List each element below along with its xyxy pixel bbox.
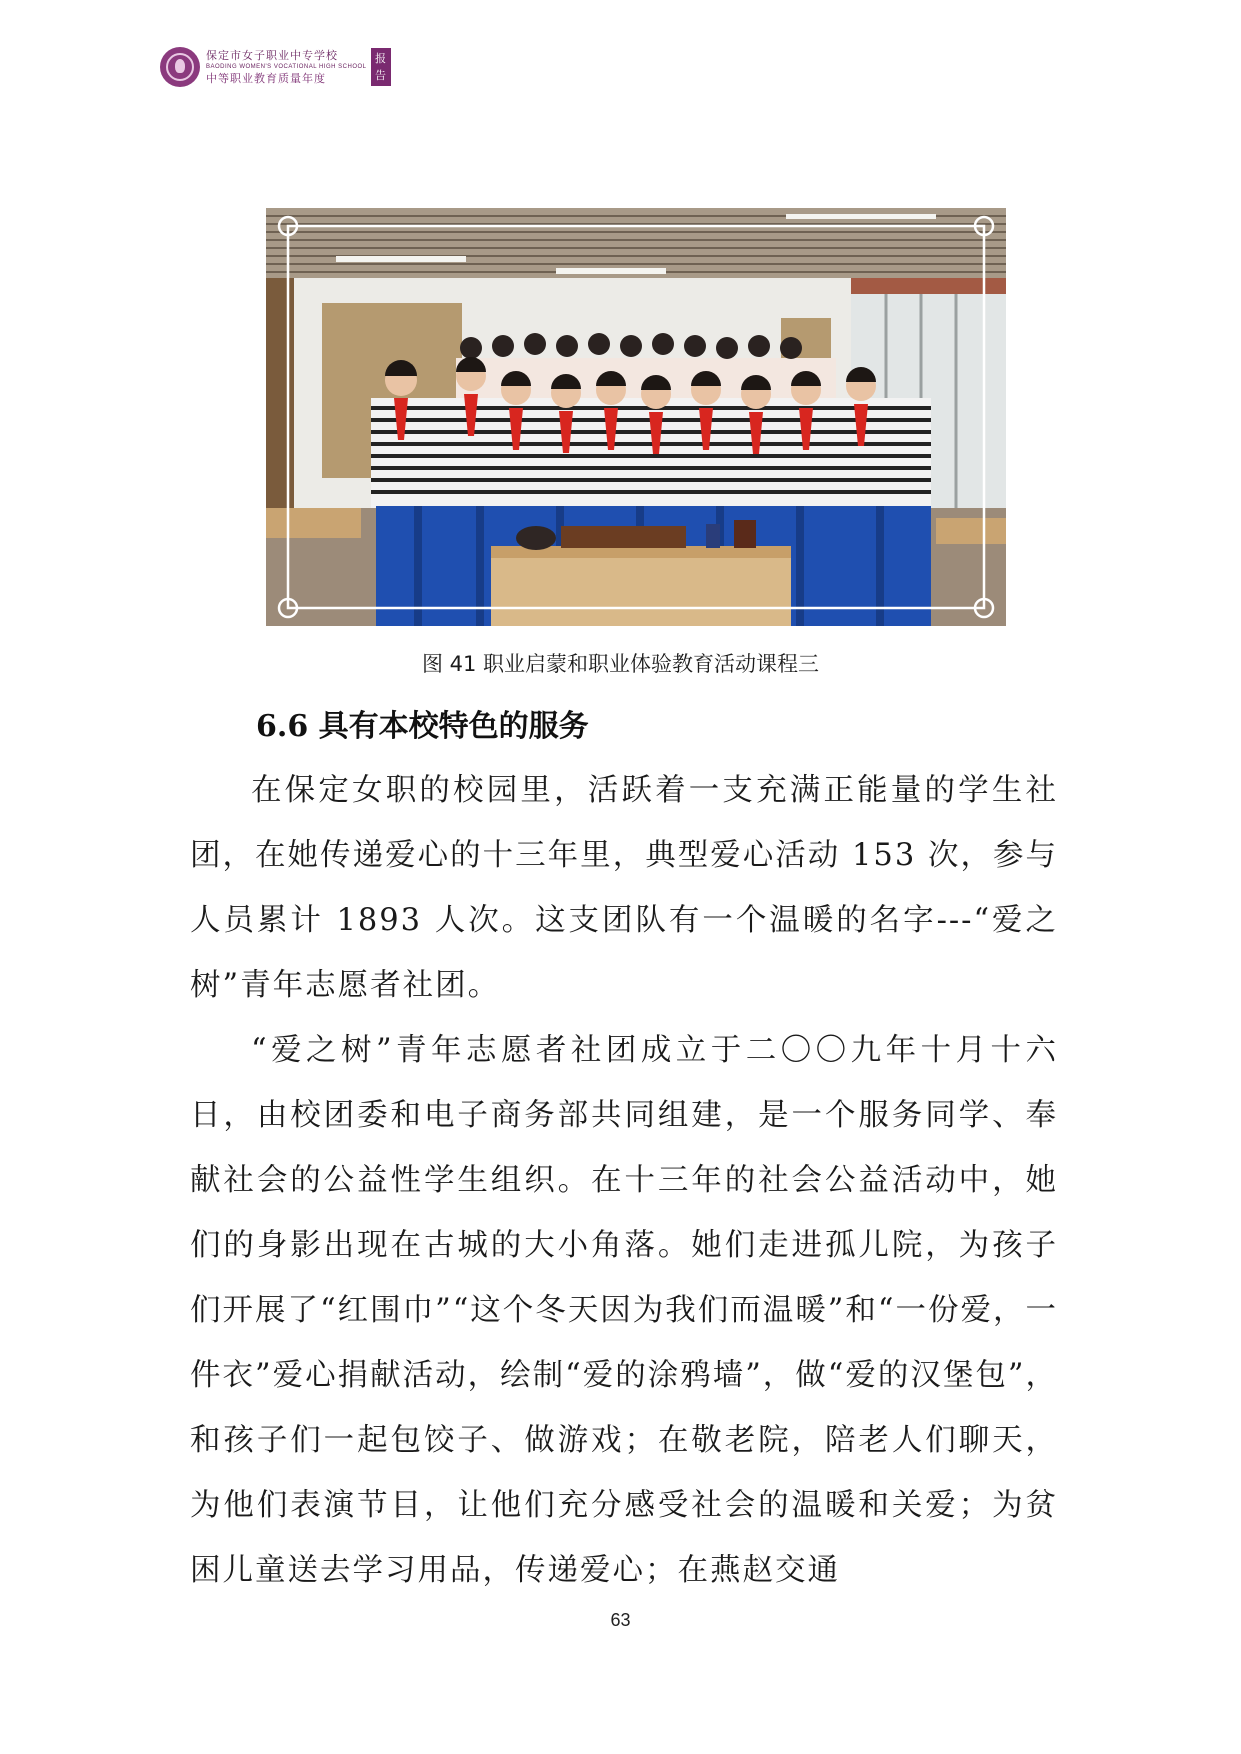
page-number: 63: [610, 1610, 631, 1630]
figure-caption: 图 41 职业启蒙和职业体验教育活动课程三: [421, 652, 820, 676]
section-title: 6.6 具有本校特色的服务: [256, 709, 589, 744]
report-badge: [371, 48, 391, 86]
paragraph: 在保定女职的校园里，活跃着一支充满正能量的学生社团，在她传递爱心的十三年里，典型爱心活动 153 次，参与人员累计 1893 人次。这支团队有一个温暖的名字---“爱之树”青年志愿者社团。: [190, 773, 1058, 1003]
header-text-block: [206, 50, 367, 84]
activity-photo: [266, 208, 1006, 626]
school-name-cn: 保定市女子职业中专学校: [206, 49, 338, 62]
badge-char-1: 报: [375, 52, 386, 65]
badge-char-2: 告: [375, 69, 386, 82]
report-subtitle: 中等职业教育质量年度: [206, 72, 326, 85]
body-text: [190, 758, 1058, 1603]
school-logo-icon: [160, 47, 200, 87]
paragraph: “爱之树”青年志愿者社团成立于二〇〇九年十月十六日，由校团委和电子商务部共同组建，是一个服务同学、奉献社会的公益性学生组织。在十三年的社会公益活动中，她们的身影出现在古城的大小角落。她们走进孤儿院，为孩子们开展了“红围巾”“这个冬天因为我们而温暖”和“一份爱，一件衣”爱心捐献活动，绘制“爱的涂鸦墙”，做“爱的汉堡包”，和孩子们一起包饺子、做游戏；在敬老院，陪老人们聊天，为他们表演节目，让他们充分感受社会的温暖和关爱；为贫困儿童送去学习用品，传递爱心；在燕赵交通: [190, 1033, 1058, 1588]
school-name-en: BAODING WOMEN'S VOCATIONAL HIGH SCHOOL: [206, 64, 367, 70]
report-header: [160, 45, 391, 89]
activity-photo-illustration: [266, 208, 1006, 626]
